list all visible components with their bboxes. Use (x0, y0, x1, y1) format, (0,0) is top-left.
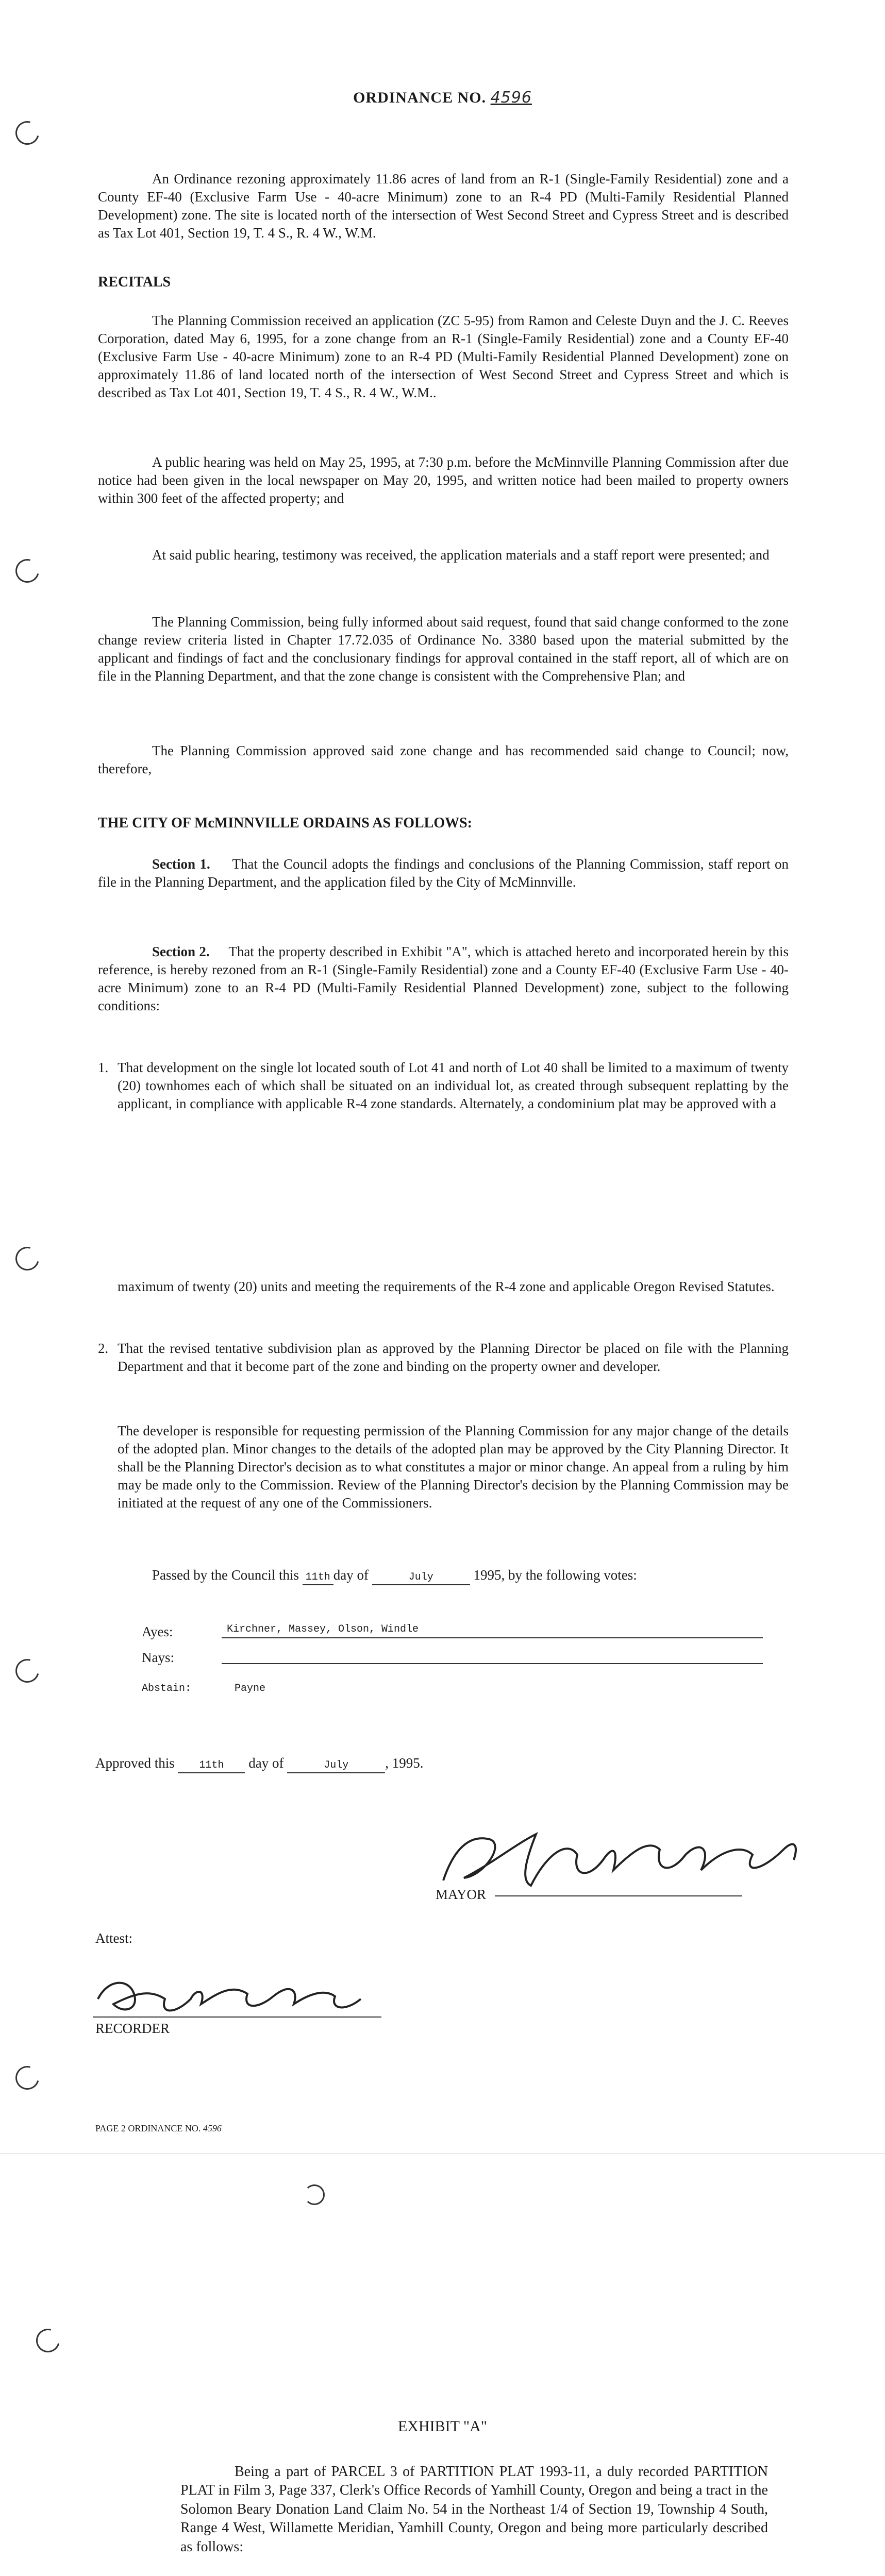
intro-paragraph: An Ordinance rezoning approximately 11.86 acres of land from an R-1 (Single-Family Residential) zone and a County EF-40 (Exclusive Farm Use - 40-acre Minimum) zone to an R-4 PD (Multi-Family Residential Planned Development) zone. The site is located north of the intersection of West Second Street and Cypress Street and is described as Tax Lot 401, Section 19, T. 4 S., R. 4 W., W.M. (98, 171, 789, 241)
section-two-label: Section 2. (152, 944, 210, 959)
punch-hole-icon (32, 2325, 64, 2357)
condition-text: maximum of twenty (20) units and meeting the requirements of the R-4 zone and applicable Oregon Revised Statutes. (118, 1279, 775, 1294)
footer-number: 4596 (203, 2123, 222, 2133)
section-one-text: That the Council adopts the findings and conclusions of the Planning Commission, staff report on file in the Planning Department, and the application filed by the City of McMinnville. (98, 856, 789, 890)
condition-text: That development on the single lot located south of Lot 41 and north of Lot 40 shall be limited to a maximum of twenty (20) townhomes each of which shall be situated on an individual lot, as created through subsequent replatting by the applicant, in compliance with applicable R-4 zone standards. Alternately, a condominium plat may be approved with a (118, 1060, 789, 1112)
ordains-heading: THE CITY OF McMINNVILLE ORDAINS AS FOLLOWS: (98, 815, 473, 831)
recital-paragraph: The Planning Commission, being fully informed about said request, found that said change conformed to the zone change review criteria listed in Chapter 17.72.035 of Ordinance No. 3380 based upon the material submitted by the applicant and findings of fact and the conclusionary findings for approval contained in the staff report, all of which are on file in the Planning Department, and that the zone change is consistent with the Comprehensive Plan; and (98, 614, 789, 684)
condition-two (98, 1340, 789, 1401)
ayes-value: Kirchner, Massey, Olson, Windle (227, 1623, 419, 1635)
recital-paragraph: A public hearing was held on May 25, 1995, at 7:30 p.m. before the McMinnville Planning Commission after due notice had been given in the local newspaper on May 20, 1995, and written notice had been mailed to property owners within 300 feet of the affected property; and (98, 454, 789, 506)
condition-text: That the revised tentative subdivision plan as approved by the Planning Director be placed on file with the Planning Department and that it become part of the zone and binding on the property owner and developer. (118, 1341, 789, 1375)
section-one-label: Section 1. (152, 856, 210, 872)
punch-hole-icon (11, 2062, 44, 2094)
punch-hole-icon (11, 1655, 44, 1687)
section-one (98, 855, 789, 891)
exhibit-title: EXHIBIT "A" (397, 2418, 488, 2435)
recital-paragraph: The Planning Commission received an application (ZC 5-95) from Ramon and Celeste Duyn and the J. C. Reeves Corporation, dated May 6, 1995, for a zone change from an R-1 (Single-Family Residential) zone and a County EF-40 (Exclusive Farm Use - 40-acre Minimum) zone to an R-4 PD (Multi-Family Residential Planned Development) zone on approximately 11.86 of land located north of the intersection of West Second Street and Cypress Street and which is described as Tax Lot 401, Section 19, T. 4 S., R. 4 W., W.M.. (98, 313, 789, 401)
recorder-label: RECORDER (95, 2021, 170, 2036)
exhibit-paragraph: Being a part of PARCEL 3 of PARTITION PLAT 1993-11, a duly recorded PARTITION PLAT in Film 3, Page 337, Clerk's Office Records of Yamhill County, Oregon and being a tract in the Solomon Beary Donation Land Claim No. 54 in the Northeast 1/4 of Section 19, Township 4 South, Range 4 West, Willamette Meridian, Yamhill County, Oregon and being more particularly described as follows: (180, 2464, 768, 2555)
section-two-text: That the property described in Exhibit "A", which is attached hereto and incorporated herein by this reference, is hereby rezoned from an R-1 (Single-Family Residential) zone and a County EF-40 (Exclusive Farm Use - 40-acre Minimum) zone to an R-4 PD (Multi-Family Residential Planned Development) zone, subject to the following conditions: (98, 944, 789, 1014)
punch-hole-icon (11, 117, 44, 149)
page-footer: PAGE 2 ORDINANCE NO. 4596 (95, 2123, 222, 2133)
nays-label: Nays: (142, 1650, 174, 1665)
attest-label: Attest: (95, 1930, 132, 1946)
recital-paragraph: The Planning Commission approved said zone change and has recommended said change to Council; now, therefore, (98, 743, 789, 777)
ordinance-title: ORDINANCE NO. 4596 (353, 89, 532, 107)
nays-line (222, 1663, 763, 1664)
ayes-line (222, 1637, 763, 1638)
punch-hole-icon (11, 1243, 44, 1275)
ordinance-number: 4596 (490, 89, 532, 107)
condition-number: 2. (98, 1341, 109, 1356)
punch-hole-icon (304, 2184, 325, 2205)
page-two (0, 2154, 885, 2576)
approved-day: 11th (178, 1759, 245, 1773)
ayes-label: Ayes: (142, 1624, 173, 1639)
section-two (98, 943, 789, 1015)
condition-number: 1. (98, 1060, 109, 1075)
passed-month: July (372, 1571, 470, 1585)
approved-line: Approved this 11th day of July , 1995. (95, 1754, 611, 1773)
developer-paragraph: The developer is responsible for requesting permission of the Planning Commission for any major change of the details of the adopted plan. Minor changes to the details of the adopted plan may be approved by the City Planning Director. It shall be the Planning Director's decision as to what constitutes a major or minor change. An appeal from a ruling by him may be made only to the Commission. Review of the Planning Director's decision by the Planning Commission may be initiated at the request of any one of the Commissioners. (118, 1423, 789, 1511)
abstain-value: Payne (235, 1683, 266, 1694)
recitals-heading: RECITALS (98, 274, 171, 290)
mayor-signature (433, 1819, 814, 1906)
mayor-label: MAYOR (436, 1887, 487, 1902)
passed-line: Passed by the Council this 11th day of July 1995, by the following votes: (152, 1566, 796, 1585)
condition-one (98, 1059, 789, 1141)
recital-paragraph: At said public hearing, testimony was received, the application materials and a staff report were presented; and (152, 547, 770, 563)
punch-hole-icon (11, 555, 44, 587)
passed-day: 11th (303, 1571, 333, 1585)
approved-month: July (287, 1759, 385, 1773)
condition-one-continued (98, 1278, 789, 1319)
abstain-label: Abstain: (142, 1683, 192, 1694)
